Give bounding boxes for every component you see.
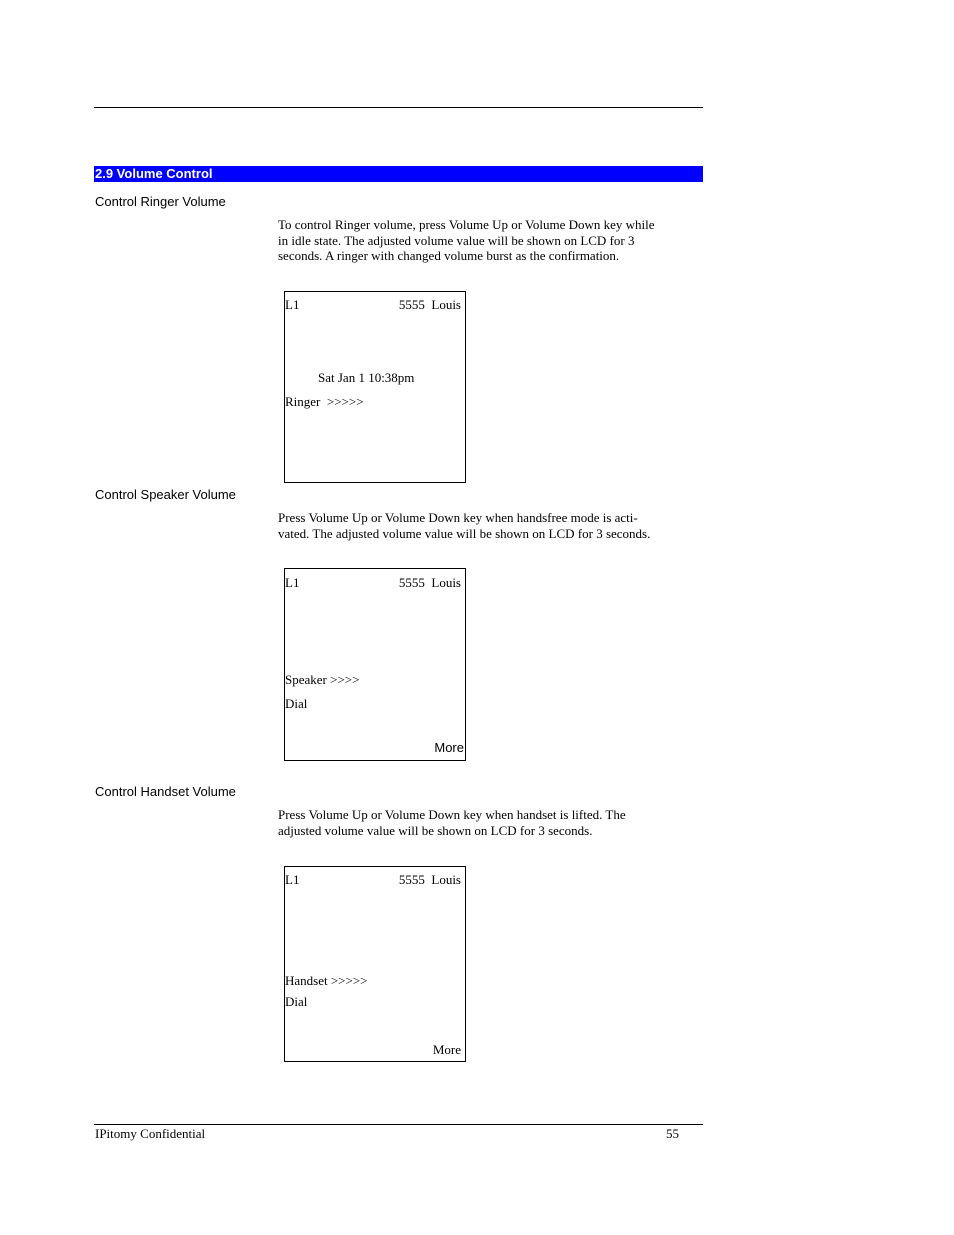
lcd-line-label: L1	[285, 872, 300, 887]
ringer-heading: Control Ringer Volume	[95, 194, 226, 209]
ringer-text-line: seconds. A ringer with changed volume burst as the confirmation.	[278, 248, 620, 263]
handset-lcd-screen	[284, 866, 466, 1062]
ringer-description	[278, 217, 678, 264]
footer-confidential: IPitomy Confidential	[95, 1126, 206, 1141]
handset-heading: Control Handset Volume	[95, 784, 236, 799]
ringer-text-line: in idle state. The adjusted volume value will be shown on LCD for 3	[278, 232, 635, 248]
handset-text-line: Press Volume Up or Volume Down key when handset is lifted. The	[278, 807, 626, 822]
header-rule	[94, 107, 703, 108]
lcd-line-label: L1	[285, 297, 300, 312]
speaker-heading: Control Speaker Volume	[95, 487, 236, 502]
speaker-text-line: Press Volume Up or Volume Down key when handsfree mode is acti-	[278, 510, 638, 525]
lcd-extension-name: 5555 Louis	[398, 297, 461, 312]
lcd-extension-name: 5555 Louis	[398, 575, 461, 590]
page-number: 55	[666, 1126, 679, 1141]
lcd-softkey-more: More	[432, 1042, 461, 1057]
lcd-date-time: Sat Jan 1 10:38pm	[318, 370, 415, 385]
lcd-line-label: L1	[285, 575, 300, 590]
lcd-softkey-dial: Dial	[285, 994, 308, 1009]
speaker-lcd-screen	[284, 568, 466, 761]
lcd-volume-level: Handset >>>>>	[285, 973, 368, 988]
section-title: 2.9 Volume Control	[94, 166, 703, 182]
ringer-text-line: To control Ringer volume, press Volume Up or Volume Down key while	[278, 217, 655, 232]
lcd-softkey-more: More	[434, 740, 464, 755]
lcd-volume-level: Speaker >>>>	[285, 672, 360, 687]
ringer-lcd-screen	[284, 291, 466, 483]
handset-text-line: adjusted volume value will be shown on LCD for 3 seconds.	[278, 822, 593, 838]
speaker-text-line: vated. The adjusted volume value will be shown on LCD for 3 seconds.	[278, 525, 651, 541]
handset-description	[278, 807, 678, 838]
lcd-volume-level: Ringer >>>>>	[285, 394, 364, 409]
footer-rule	[94, 1124, 703, 1125]
lcd-extension-name: 5555 Louis	[398, 872, 461, 887]
speaker-description	[278, 510, 678, 541]
lcd-softkey-dial: Dial	[285, 696, 308, 711]
